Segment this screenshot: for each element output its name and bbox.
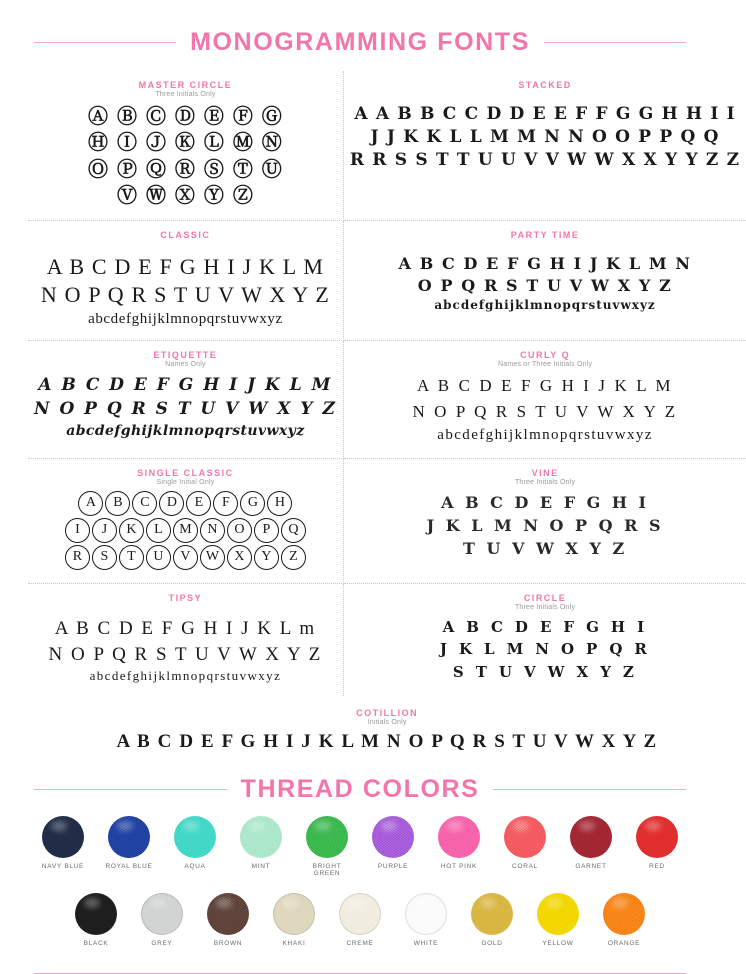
font-specimen-stacked xyxy=(350,103,740,171)
thread-swatch-label: BLACK xyxy=(83,940,109,948)
font-specimen-master-circle xyxy=(34,103,337,209)
font-name-curly-q: CURLY Q xyxy=(520,350,571,361)
thread-swatch-dot xyxy=(438,816,480,858)
font-note-classic xyxy=(34,241,337,249)
font-note-single-classic: Single Initial Only xyxy=(156,478,215,486)
specimen-line: N O P Q R S T U V W X Y Z xyxy=(48,643,323,665)
circle-letter: A xyxy=(78,491,103,516)
circle-letter: K xyxy=(119,518,144,543)
circle-letter-row xyxy=(34,545,337,570)
specimen-line: A B C D E F G H I J K L M N O P Q R S T U V W X Y Z xyxy=(116,731,658,753)
circle-letter: H xyxy=(267,491,292,516)
specimen-lowercase: abcdefghijklmnopqrstuvwxyz xyxy=(437,427,653,444)
font-note-curly-q: Names or Three Initials Only xyxy=(497,361,593,369)
thread-swatch-dot xyxy=(372,816,414,858)
font-name-classic: CLASSIC xyxy=(160,229,211,240)
thread-swatch[interactable] xyxy=(630,816,684,877)
thread-header-rule-left xyxy=(34,789,227,790)
thread-header-rule-right xyxy=(493,789,686,790)
specimen-lowercase: abcdefghijklmnopqrstuvwxyz xyxy=(89,668,282,684)
thread-swatch-label: BRIGHT GREEN xyxy=(312,862,342,878)
thread-swatch-dot xyxy=(207,893,249,935)
thread-swatch-label: KHAKI xyxy=(282,940,306,948)
circle-letter: X xyxy=(227,545,252,570)
specimen-line: A B C D E F G H I xyxy=(441,492,650,512)
font-cell-vine xyxy=(344,459,746,584)
specimen-line: J J K K L L M M N N O O P P Q Q xyxy=(370,126,720,147)
thread-swatch[interactable] xyxy=(399,893,453,947)
font-note-etiquette: Names Only xyxy=(165,361,206,369)
font-specimen-single-classic xyxy=(34,491,337,570)
circle-letter: G xyxy=(240,491,265,516)
specimen-line: J K L M N O P Q R xyxy=(439,640,651,659)
specimen-line: T U V W X Y Z xyxy=(462,539,628,559)
thread-swatch[interactable] xyxy=(267,893,321,947)
font-cell-single-classic xyxy=(28,459,344,584)
thread-swatch[interactable] xyxy=(36,816,90,877)
thread-swatch-dot xyxy=(570,816,612,858)
circle-letter: I xyxy=(65,518,90,543)
thread-swatch-label: BROWN xyxy=(213,940,243,948)
thread-swatch-dot xyxy=(504,816,546,858)
font-name-tipsy: TIPSY xyxy=(168,592,203,603)
thread-swatch-dot xyxy=(75,893,117,935)
thread-swatch-label: GOLD xyxy=(481,940,503,948)
thread-swatch[interactable] xyxy=(69,893,123,947)
thread-swatch-label: CORAL xyxy=(512,862,538,870)
thread-swatch[interactable] xyxy=(168,816,222,877)
circle-letter: P xyxy=(254,518,279,543)
font-cell-party-time xyxy=(344,221,746,342)
circle-letter: Q xyxy=(281,518,306,543)
font-cell-classic xyxy=(28,221,344,342)
font-note-circle: Three Initials Only xyxy=(514,603,576,611)
font-name-etiquette: ETIQUETTE xyxy=(153,350,218,361)
specimen-line: A B C D E F G H I J K L M N xyxy=(398,253,692,273)
thread-swatch-dot xyxy=(174,816,216,858)
circle-letter: S xyxy=(92,545,117,570)
specimen-line: Ⓞ Ⓟ Ⓠ Ⓡ Ⓢ Ⓣ Ⓤ xyxy=(88,156,283,181)
thread-swatch[interactable] xyxy=(135,893,189,947)
thread-swatch-dot xyxy=(636,816,678,858)
thread-swatch-dot xyxy=(141,893,183,935)
specimen-line: Ⓗ Ⓘ Ⓙ Ⓚ Ⓛ Ⓜ Ⓝ xyxy=(88,130,283,155)
thread-swatch-label: RED xyxy=(649,862,665,870)
thread-colors-header xyxy=(0,775,720,804)
header-rule-left xyxy=(34,42,176,43)
circle-letter: T xyxy=(119,545,144,570)
circle-letter: M xyxy=(173,518,198,543)
font-specimen-circle xyxy=(350,616,740,684)
circle-letter: J xyxy=(92,518,117,543)
circle-letter: W xyxy=(200,545,225,570)
font-note-stacked xyxy=(350,91,740,99)
thread-swatch-label: NAVY BLUE xyxy=(41,862,85,870)
thread-swatch-label: WHITE xyxy=(413,940,439,948)
thread-swatch[interactable] xyxy=(300,816,354,877)
circle-letter: Y xyxy=(254,545,279,570)
specimen-line: R R S S T T U U V V W W X X Y Y Z Z xyxy=(349,149,741,170)
font-specimen-curly-q xyxy=(350,373,740,447)
font-specimen-vine xyxy=(350,491,740,561)
thread-swatch-dot xyxy=(240,816,282,858)
font-name-single-classic: SINGLE CLASSIC xyxy=(137,467,234,478)
monogramming-fonts-page xyxy=(0,28,741,960)
thread-swatch-label: CREME xyxy=(346,940,374,948)
circle-letter: L xyxy=(146,518,171,543)
thread-swatch-label: GREY xyxy=(151,940,173,948)
specimen-lowercase: abcdefghijklmnopqrstuvwxyz xyxy=(66,422,305,439)
specimen-line: O P Q R S T U V W X Y Z xyxy=(417,275,673,295)
font-name-vine: VINE xyxy=(531,467,559,478)
thread-swatch[interactable] xyxy=(333,893,387,947)
specimen-line: A B C D E F G H I xyxy=(442,617,648,636)
thread-swatch-dot xyxy=(42,816,84,858)
circle-letter: V xyxy=(173,545,198,570)
thread-swatch-dot xyxy=(537,893,579,935)
font-specimen-cotillion xyxy=(34,731,740,754)
thread-colors-title: THREAD COLORS xyxy=(240,774,480,803)
circle-letter: C xyxy=(132,491,157,516)
thread-swatch-dot xyxy=(273,893,315,935)
font-specimen-party-time xyxy=(350,253,740,315)
specimen-line: A B C D E F G H I J K L M xyxy=(417,376,674,396)
thread-swatch[interactable] xyxy=(102,816,156,877)
specimen-line: J K L M N O P Q R S xyxy=(426,515,664,535)
thread-swatch[interactable] xyxy=(531,893,585,947)
font-note-cotillion: Initials Only xyxy=(367,719,407,727)
thread-swatch-dot xyxy=(306,816,348,858)
font-grid xyxy=(28,71,741,765)
thread-color-row-2 xyxy=(0,893,720,947)
font-note-vine: Three Initials Only xyxy=(514,478,576,486)
specimen-line: N O P Q R S T U V W X Y Z xyxy=(34,399,337,420)
thread-swatch-label: ORANGE xyxy=(607,940,641,948)
thread-swatch[interactable] xyxy=(564,816,618,877)
header-rule-right xyxy=(544,42,686,43)
font-note-party-time xyxy=(350,241,740,249)
font-specimen-tipsy xyxy=(34,616,337,685)
font-cell-curly-q xyxy=(344,341,746,459)
specimen-line: A B C D E F G H I J K L M xyxy=(46,253,325,279)
font-name-master-circle: MASTER CIRCLE xyxy=(138,80,233,90)
font-specimen-etiquette xyxy=(34,373,337,441)
thread-swatch-dot xyxy=(405,893,447,935)
font-name-cotillion: COTILLION xyxy=(356,708,419,719)
circle-letter: B xyxy=(105,491,130,516)
thread-swatch[interactable] xyxy=(597,893,651,947)
thread-swatch-label: HOT PINK xyxy=(440,862,478,870)
font-name-stacked: STACKED xyxy=(518,80,572,90)
thread-swatch-dot xyxy=(471,893,513,935)
font-note-tipsy xyxy=(34,604,337,612)
circle-letter: F xyxy=(213,491,238,516)
circle-letter: O xyxy=(227,518,252,543)
thread-swatch[interactable] xyxy=(432,816,486,877)
circle-letter: D xyxy=(159,491,184,516)
font-cell-master-circle xyxy=(28,71,344,221)
monogramming-fonts-title: MONOGRAMMING FONTS xyxy=(190,28,530,56)
thread-swatch-label: YELLOW xyxy=(542,940,574,948)
thread-swatch-label: PURPLE xyxy=(377,862,409,870)
circle-letter: R xyxy=(65,545,90,570)
font-cell-tipsy xyxy=(28,584,344,696)
circle-letter: U xyxy=(146,545,171,570)
font-name-party-time: PARTY TIME xyxy=(510,229,580,240)
font-specimen-classic xyxy=(34,253,337,330)
thread-swatch[interactable] xyxy=(201,893,255,947)
specimen-line: S T U V W X Y Z xyxy=(452,662,638,681)
circle-letter-row xyxy=(34,491,337,516)
circle-letter: N xyxy=(200,518,225,543)
circle-letter-row xyxy=(34,518,337,543)
specimen-line: A B C D E F G H I J K L M xyxy=(38,375,333,396)
specimen-lowercase: abcdefghijklmnopqrstuvwxyz xyxy=(434,298,656,313)
monogramming-fonts-header xyxy=(0,28,720,57)
font-cell-etiquette xyxy=(28,341,344,459)
thread-color-row-1 xyxy=(0,816,720,877)
specimen-line: N O P Q R S T U V W X Y Z xyxy=(412,401,678,421)
thread-swatch-label: GARNET xyxy=(575,862,607,870)
circle-letter: E xyxy=(186,491,211,516)
thread-swatch[interactable] xyxy=(234,816,288,877)
font-name-circle: CIRCLE xyxy=(523,592,567,603)
circle-letter: Z xyxy=(281,545,306,570)
font-cell-stacked xyxy=(344,71,746,221)
thread-swatch-label: ROYAL BLUE xyxy=(105,862,153,870)
thread-swatch-label: AQUA xyxy=(184,862,206,870)
specimen-line: Ⓥ Ⓦ Ⓧ Ⓨ Ⓩ xyxy=(117,183,254,208)
font-cell-cotillion xyxy=(28,696,746,765)
thread-swatch[interactable] xyxy=(465,893,519,947)
thread-swatch[interactable] xyxy=(366,816,420,877)
thread-swatch-dot xyxy=(603,893,645,935)
font-note-master-circle: Three Initials Only xyxy=(155,91,216,98)
font-cell-circle xyxy=(344,584,746,696)
thread-swatch-dot xyxy=(339,893,381,935)
specimen-line: Ⓐ Ⓑ Ⓒ Ⓓ Ⓔ Ⓕ Ⓖ xyxy=(88,104,283,128)
thread-colors-section xyxy=(0,775,720,947)
specimen-line: A B C D E F G H I J K L m xyxy=(54,617,317,639)
thread-swatch-dot xyxy=(108,816,150,858)
specimen-line: A A B B C C D D E E F F G G H H I I xyxy=(354,104,736,124)
specimen-lowercase: abcdefghijklmnopqrstuvwxyz xyxy=(88,310,283,327)
specimen-line: N O P Q R S T U V W X Y Z xyxy=(40,282,331,308)
thread-swatch[interactable] xyxy=(498,816,552,877)
thread-swatch-label: MINT xyxy=(251,862,271,870)
